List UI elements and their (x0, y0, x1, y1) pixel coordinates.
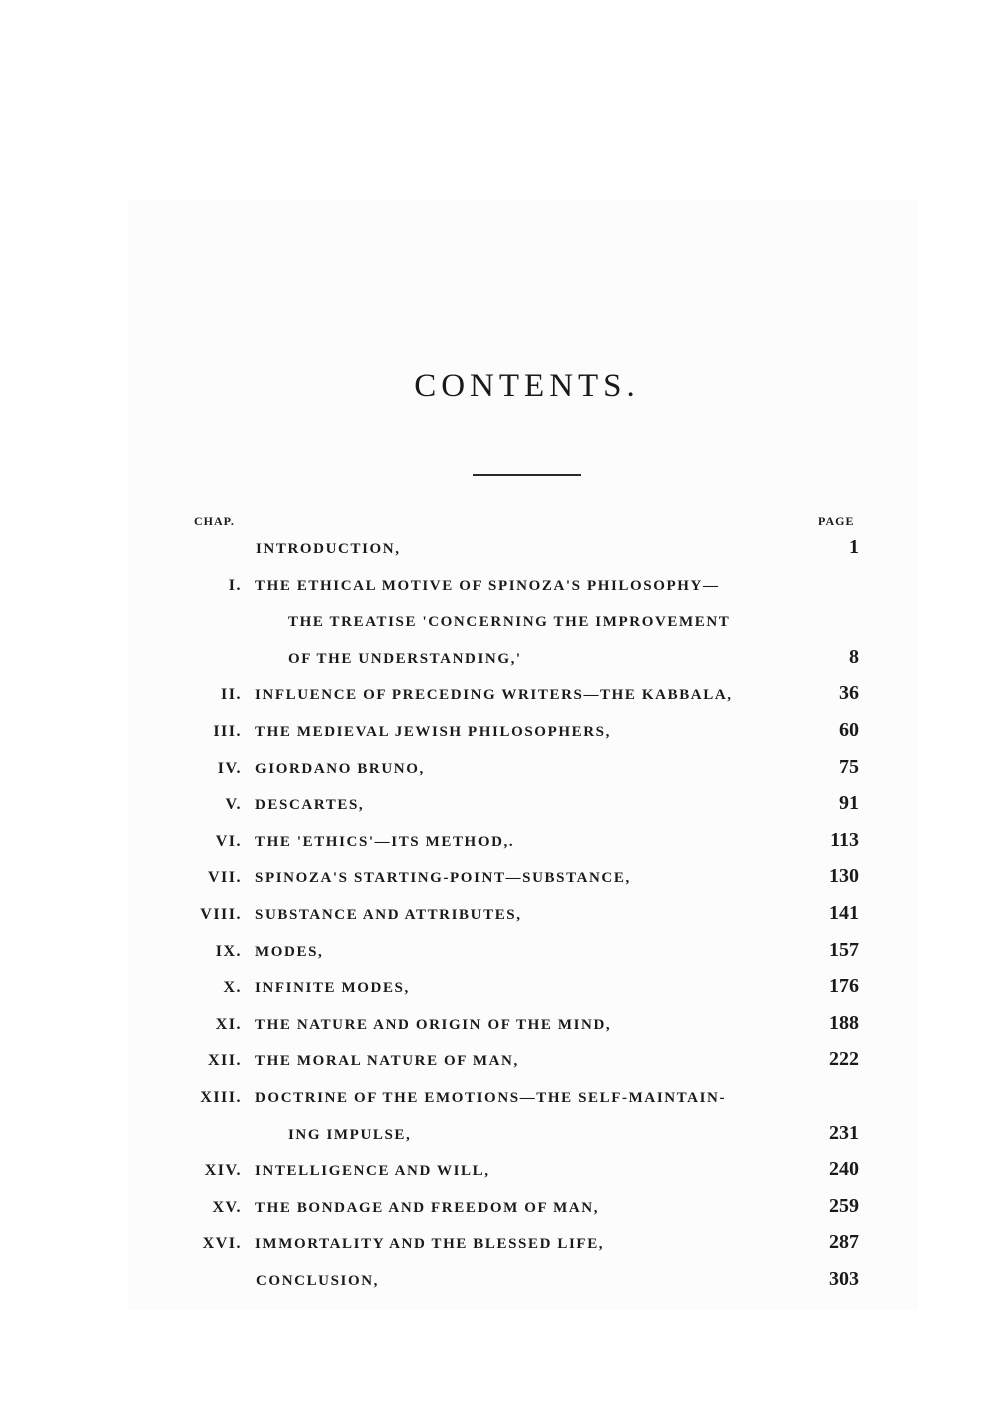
chapter-title: INTRODUCTION, (256, 541, 401, 557)
chap-column-header: CHAP. (194, 514, 235, 528)
toc-line (0, 613, 1000, 641)
chapter-title: IMMORTALITY AND THE BLESSED LIFE, (255, 1236, 605, 1252)
page-number: 231 (829, 1122, 859, 1144)
chapter-title: THE MEDIEVAL JEWISH PHILOSOPHERS, (255, 724, 611, 740)
page-number: 130 (829, 865, 859, 887)
toc-line (0, 577, 1000, 605)
chapter-title: THE MORAL NATURE OF MAN, (255, 1053, 519, 1069)
chapter-number: VII. (207, 869, 242, 886)
chapter-title: ING IMPULSE, (288, 1127, 412, 1143)
toc-line (0, 792, 1000, 824)
title-divider (473, 474, 581, 476)
chapter-number: VIII. (200, 906, 242, 923)
page-title: CONTENTS. (414, 368, 640, 404)
page-number: 157 (829, 939, 859, 961)
chapter-title: INFLUENCE OF PRECEDING WRITERS—THE KABBALA, (255, 687, 733, 703)
chapter-title: INFINITE MODES, (255, 980, 410, 996)
page-number: 287 (829, 1231, 859, 1253)
toc-line (0, 1048, 1000, 1080)
chapter-number: XIV. (204, 1162, 242, 1179)
chapter-title: MODES, (255, 944, 324, 960)
page-number: 60 (839, 719, 859, 741)
page-number: 188 (829, 1012, 859, 1034)
chapter-number: IV. (217, 760, 242, 777)
page-number: 176 (829, 975, 859, 997)
toc-line (0, 829, 1000, 861)
toc-line (0, 1089, 1000, 1117)
chapter-number: VI. (215, 833, 242, 850)
chapter-number: XI. (215, 1016, 242, 1033)
page-number: 113 (830, 829, 859, 851)
toc-line (0, 865, 1000, 897)
chapter-title: THE 'ETHICS'—ITS METHOD,. (255, 834, 515, 850)
chapter-number: XV. (212, 1199, 242, 1216)
chapter-title: THE TREATISE 'CONCERNING THE IMPROVEMENT (288, 614, 731, 630)
chapter-number: IX. (215, 943, 242, 960)
toc-line (0, 975, 1000, 1007)
toc-line (0, 646, 1000, 678)
page-column-header: PAGE (818, 514, 855, 528)
chapter-title: THE NATURE AND ORIGIN OF THE MIND, (255, 1017, 612, 1033)
chapter-title: THE BONDAGE AND FREEDOM OF MAN, (255, 1200, 600, 1216)
chapter-title: CONCLUSION, (256, 1273, 380, 1289)
page-number: 240 (829, 1158, 859, 1180)
toc-line (0, 682, 1000, 714)
chapter-title: THE ETHICAL MOTIVE OF SPINOZA'S PHILOSOPHY— (255, 578, 720, 594)
toc-line (0, 1158, 1000, 1190)
chapter-title: DESCARTES, (255, 797, 365, 813)
chapter-number: V. (225, 796, 242, 813)
toc-line (0, 1268, 1000, 1300)
chapter-title: INTELLIGENCE AND WILL, (255, 1163, 490, 1179)
toc-line (0, 1195, 1000, 1227)
page-number: 222 (829, 1048, 859, 1070)
page-number: 91 (839, 792, 859, 814)
chapter-title: OF THE UNDERSTANDING,' (288, 651, 522, 667)
page-number: 1 (849, 536, 859, 558)
chapter-title: SUBSTANCE AND ATTRIBUTES, (255, 907, 522, 923)
chapter-title: GIORDANO BRUNO, (255, 761, 425, 777)
chapter-number: III. (213, 723, 242, 740)
chapter-number: II. (221, 686, 242, 703)
toc-line (0, 939, 1000, 971)
chapter-title: DOCTRINE OF THE EMOTIONS—THE SELF-MAINTAIN- (255, 1090, 727, 1106)
toc-line (0, 902, 1000, 934)
chapter-title: SPINOZA'S STARTING-POINT—SUBSTANCE, (255, 870, 631, 886)
toc-line (0, 1012, 1000, 1044)
toc-line (0, 1231, 1000, 1263)
toc-line (0, 536, 1000, 568)
chapter-number: XII. (207, 1052, 242, 1069)
page-number: 141 (829, 902, 859, 924)
chapter-number: X. (223, 979, 242, 996)
chapter-number: XVI. (202, 1235, 242, 1252)
page-number: 36 (839, 682, 859, 704)
toc-line (0, 1122, 1000, 1154)
chapter-number: I. (228, 577, 242, 594)
chapter-number: XIII. (200, 1089, 242, 1106)
toc-line (0, 756, 1000, 788)
toc-line (0, 719, 1000, 751)
page-number: 259 (829, 1195, 859, 1217)
page-number: 8 (849, 646, 859, 668)
page-number: 75 (839, 756, 859, 778)
page-number: 303 (829, 1268, 859, 1290)
